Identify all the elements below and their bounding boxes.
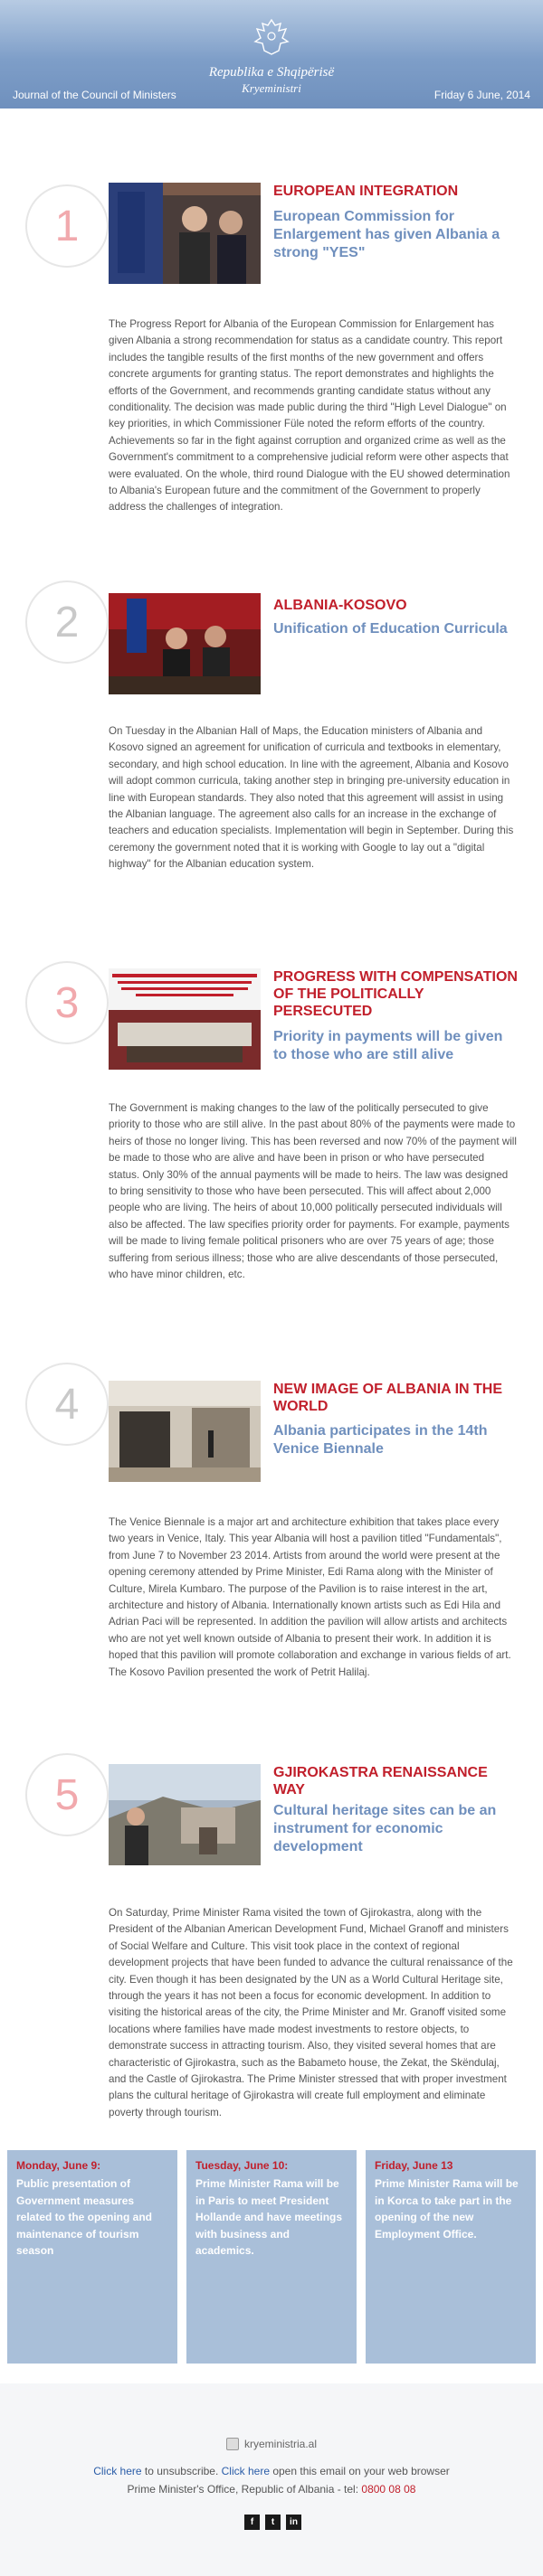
unsubscribe-link[interactable]: Click here [93, 2465, 142, 2477]
calendar-day: Tuesday, June 10: [195, 2159, 289, 2172]
section-body: On Saturday, Prime Minister Rama visited the town of Gjirokastra, along with the President of the Albanian American Development Fund, Michael Granoff and ministers of Social Welfare and Culture. This visit took place in the context of regional development projects that have been funded to advance the cultural renaissance of the city. Even though it has been designated by the UN as a World Cultural Heritage site, through the years it has not been a focus for economic development. In addition to visiting the historical areas of the city, the Prime Minister and Mr. Granoff visited some locations where families have made modest investments to restore objects, to demonstrate success in attracting tourism. Also, they visited several homes that are characteristic of Gjirokastra, such as the Babameto house, the Zekat, the Skëndulaj, and the Castle of Gjirokastra. The Prime Minister stressed that with proper investment plans the cultural heritage of Gjirokastra will create full employment and eliminate poverty through tourism. [109, 1907, 513, 2118]
browser-link[interactable]: Click here [221, 2465, 270, 2477]
section-title: GJIROKASTRA RENAISSANCE WAY [273, 1765, 488, 1798]
header [0, 0, 543, 109]
logo-line1: Republika e Shqipërisë [208, 65, 335, 80]
footer-links-line [0, 2465, 543, 2477]
section-number: 2 [25, 580, 109, 664]
facebook-icon[interactable]: f [244, 2515, 260, 2530]
calendar-day: Monday, June 9: [16, 2159, 101, 2172]
unsubscribe-text: to unsubscribe. [141, 2465, 222, 2477]
section-body: The Progress Report for Albania of the European Commission for Enlargement has given Albania a strong recommendation for status as a candidate country. This report includes the tangible results of the first months of the new government and offers concrete arguments for granting status. The report demonstrates and highlights the efforts of the Government, and recommends granting candidate status without any conditionality. The decision was made public during the third "High Level Dialogue" on key priorities, in which Commissioner Füle noted the reform efforts of the country. Achievements so far in the fight against corruption and organized crime as well as the Government's commitment to a comprehensive judicial reform were other aspects that were evaluated. On the whole, third round Dialogue with the EU showed determination to Albania's European future and the commitment of the Government to properly address the challenges of integration. [109, 318, 510, 514]
section-subtitle: Albania participates in the 14th Venice Biennale [273, 1423, 488, 1457]
eagle-emblem-icon [253, 16, 290, 58]
issue-date: Friday 6 June, 2014 [433, 89, 530, 101]
section-image [109, 183, 261, 284]
site-logo-icon [226, 2438, 239, 2450]
footer-office-line [0, 2483, 543, 2496]
section-body: On Tuesday in the Albanian Hall of Maps, the Education ministers of Albania and Kosovo signed an agreement for unification of curricula and textbooks in elementary, secondary, and high school education. In line with the agreement, Albania and Kosovo will adopt common curricula, taking another step in bringing pre-university education in line with European standards. They also noted that this agreement will assist in using the Albanian language. The agreement also calls for an increase in the exchange of teachers and education specialists. Implementation will begin in September. During this ceremony the government noted that it is working with Google to lay out a "digital highway" for the Albanian education system. [109, 725, 514, 871]
calendar-item-friday [366, 2150, 536, 2364]
section-body: The Government is making changes to the law of the politically persecuted to give priority to those who are still alive. In the past about 80% of the payments were made to heirs of those no longer living. This has been reversed and now 70% of the payment will be made to those who are alive and have been in prison or who have persecuted status. Only 30% of the annual payments will be made to heirs. The law was designed to bring sensitivity to those who have been persecuted. This will affect about 2,000 people who are living. The heirs of about 10,000 politically persecuted individuals will also be affected. The law specifies priority order for payments. For example, payments will be made to living female political prisoners who are over 75 years of age; those suffering from serious illness; those who are alive descendants of those persecuted, who have minor children, etc. [109, 1102, 517, 1281]
journal-title: Journal of the Council of Ministers [13, 89, 176, 101]
browser-text: open this email on your web browser [270, 2465, 450, 2477]
section-image [109, 1381, 261, 1482]
section-image [109, 593, 261, 694]
section-number: 5 [25, 1753, 109, 1836]
social-links [244, 2515, 301, 2530]
phone-number[interactable]: 0800 08 08 [361, 2483, 416, 2496]
section-number: 4 [25, 1363, 109, 1446]
section-subtitle: European Commission for Enlargement has given Albania a strong "YES" [273, 209, 500, 260]
calendar-item-monday [7, 2150, 177, 2364]
footer [0, 2383, 543, 2576]
site-link[interactable]: kryeministria.al [243, 2438, 317, 2450]
office-text: Prime Minister's Office, Republic of Albania - tel: [127, 2483, 362, 2496]
calendar-text: Public presentation of Government measures related to the opening and maintenance of tourism season [16, 2177, 153, 2257]
linkedin-icon[interactable]: in [286, 2515, 301, 2530]
section-title: NEW IMAGE OF ALBANIA IN THE WORLD [273, 1382, 503, 1414]
weekly-calendar [0, 2134, 543, 2383]
twitter-icon[interactable]: t [265, 2515, 281, 2530]
section-number: 1 [25, 184, 109, 268]
calendar-item-tuesday [186, 2150, 357, 2364]
section-image [109, 1764, 261, 1865]
section-image [109, 968, 261, 1070]
calendar-text: Prime Minister Rama will be in Paris to meet President Hollande and have meetings with business and academics. [195, 2177, 343, 2257]
section-title: ALBANIA-KOSOVO [273, 598, 407, 613]
section-subtitle: Cultural heritage sites can be an instrument for economic development [273, 1803, 497, 1854]
calendar-text: Prime Minister Rama will be in Korca to take part in the opening of the new Employment Office. [375, 2177, 519, 2241]
section-number: 3 [25, 961, 109, 1044]
section-subtitle: Priority in payments will be given to those who are still alive [273, 1029, 503, 1062]
logo-line2: Kryeministri [242, 81, 301, 95]
section-subtitle: Unification of Education Curricula [273, 621, 508, 637]
calendar-day: Friday, June 13 [375, 2159, 453, 2172]
section-body: The Venice Biennale is a major art and architecture exhibition that takes place every two years in Venice, Italy. This year Albania will host a pavilion titled "Fundamentals", from June 7 to November 23 2014. Artists from around the world were present at the opening ceremony attended by Prime Minister, Edi Rama along with the Minister of Culture, Mirela Kumbaro. The purpose of the Pavilion is to raise interest in the art, architecture and history of Albania. Internationally known artists such as Edi Hila and Adrian Paci will be represented. In addition the pavilion will allow artists and architects who are not yet well known outside of Albania to present their work. In addition it is hoped that this pavilion will promote collaboration and exchange in various fields of art. The Kosovo Pavilion presented the work of Petrit Halilaj. [109, 1516, 511, 1678]
section-title: PROGRESS WITH COMPENSATION OF THE POLITICALLY PERSECUTED [273, 969, 518, 1019]
section-title: EUROPEAN INTEGRATION [273, 184, 459, 199]
footer-site[interactable] [0, 2438, 543, 2450]
